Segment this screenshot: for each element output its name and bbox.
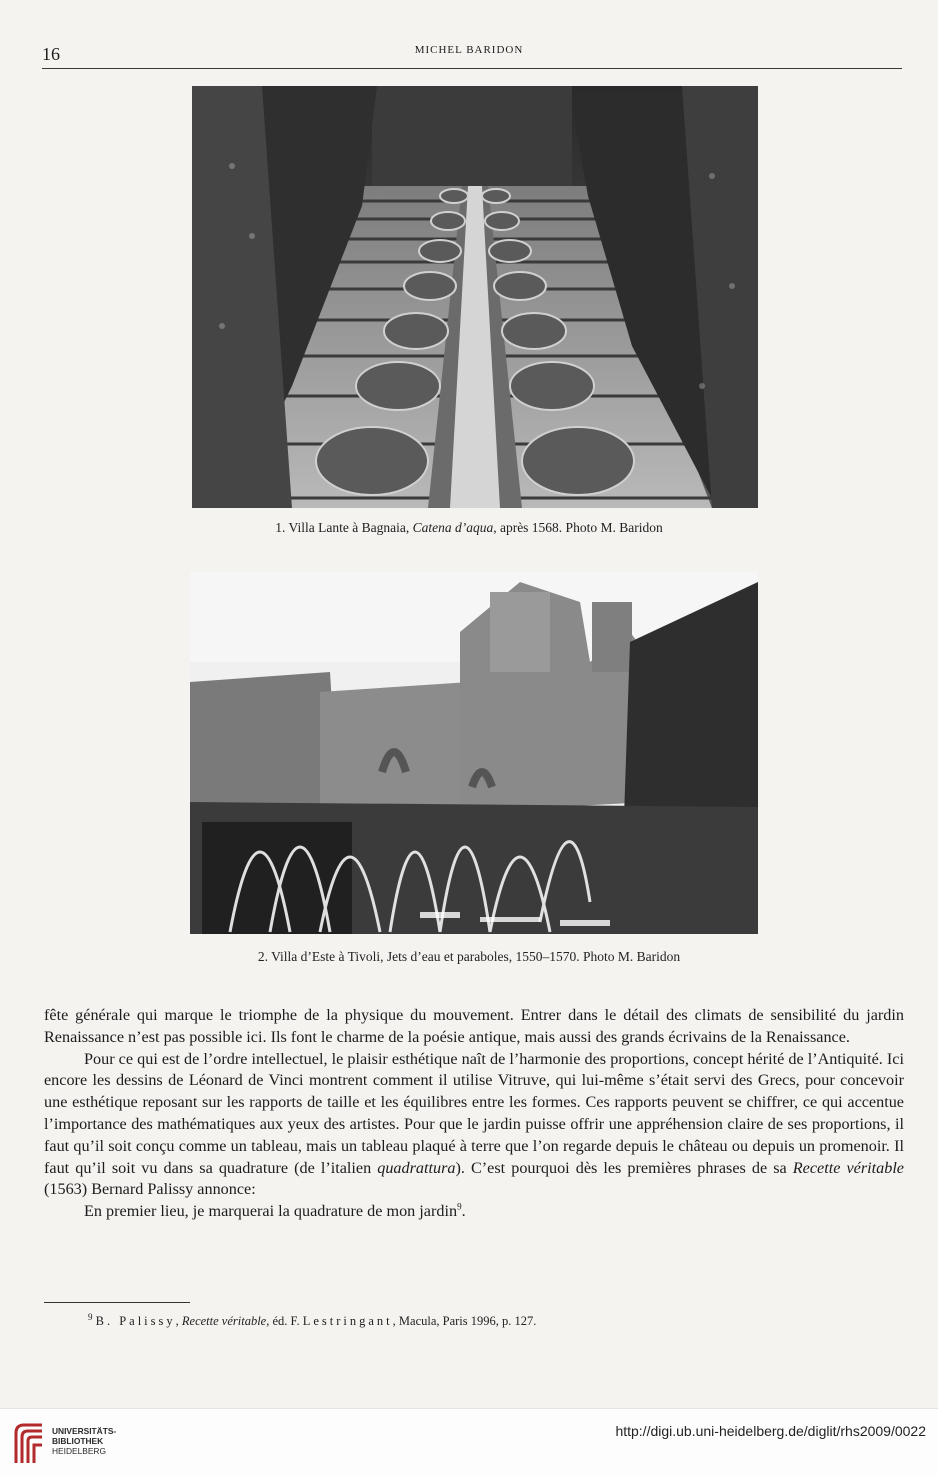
figure-1-caption: 1. Villa Lante à Bagnaia, Catena d’aqua, après 1568. Photo M. Baridon bbox=[275, 520, 663, 535]
paragraph-1: fête générale qui marque le triomphe de la physique du mouvement. Entrer dans le détail des climats de sensibilité du jardin Renaissance n’est pas possible ici. Ils font le charme de la poésie antique, mais aussi des grands écrivains de la Renaissance. bbox=[44, 1006, 904, 1046]
footnote-ref-9: 9 bbox=[457, 1201, 462, 1212]
figure-2-caption: 2. Villa d’Este à Tivoli, Jets d’eau et paraboles, 1550–1570. Photo M. Baridon bbox=[257, 949, 681, 964]
paragraph-2: Pour ce qui est de l’ordre intellectuel, le plaisir esthétique naît de l’harmonie des proportions, concept hérité de l’Antiquité. Ici encore les dessins de Léonard de Vinci montrent comment il utilise Vitruve, qui lui-même s’était servi des Grecs, pour concevoir une esthétique reposant sur les rapports de taille et les équilibres entre les formes. Ces rapports peuvent se chiffrer, ce qui accentue l’importance des mathématiques aux yeux des artistes. Pour que le jardin puisse offrir une appréhension claire de ses proportions, il faut qu’il soit conçu comme un tableau, mais un tableau plaqué à terre que l’on regarde depuis le château ou depuis un promenoir. Il faut qu’il soit vu dans sa quadrature (de l’italien quadrattura). C’est pourquoi dès les premières phrases de sa Recette véritable (1563) Bernard Palissy annonce: bbox=[44, 1049, 904, 1199]
digitization-footer bbox=[0, 1408, 938, 1475]
figure-1-photo bbox=[192, 86, 758, 508]
body-text bbox=[44, 1005, 904, 1223]
university-library-logo-icon bbox=[12, 1421, 46, 1465]
footnote-rule bbox=[44, 1302, 190, 1303]
permalink-url[interactable]: http://digi.ub.uni-heidelberg.de/diglit/rhs2009/0022 bbox=[615, 1423, 926, 1439]
quotation: En premier lieu, je marquerai la quadrature de mon jardin$^9$. bbox=[84, 1201, 466, 1221]
footnote-9: $^9$ B. Palissy, Recette véritable, éd. F. Lestringant, Macula, Paris 1996, p. 127. bbox=[88, 1311, 537, 1328]
library-name: UNIVERSITÄTS- BIBLIOTHEK HEIDELBERG bbox=[52, 1426, 117, 1456]
running-title: MICHEL BARIDON bbox=[414, 44, 524, 56]
page-number: 16 bbox=[42, 44, 60, 64]
figure-2-photo bbox=[190, 572, 758, 934]
header-rule bbox=[42, 68, 902, 69]
